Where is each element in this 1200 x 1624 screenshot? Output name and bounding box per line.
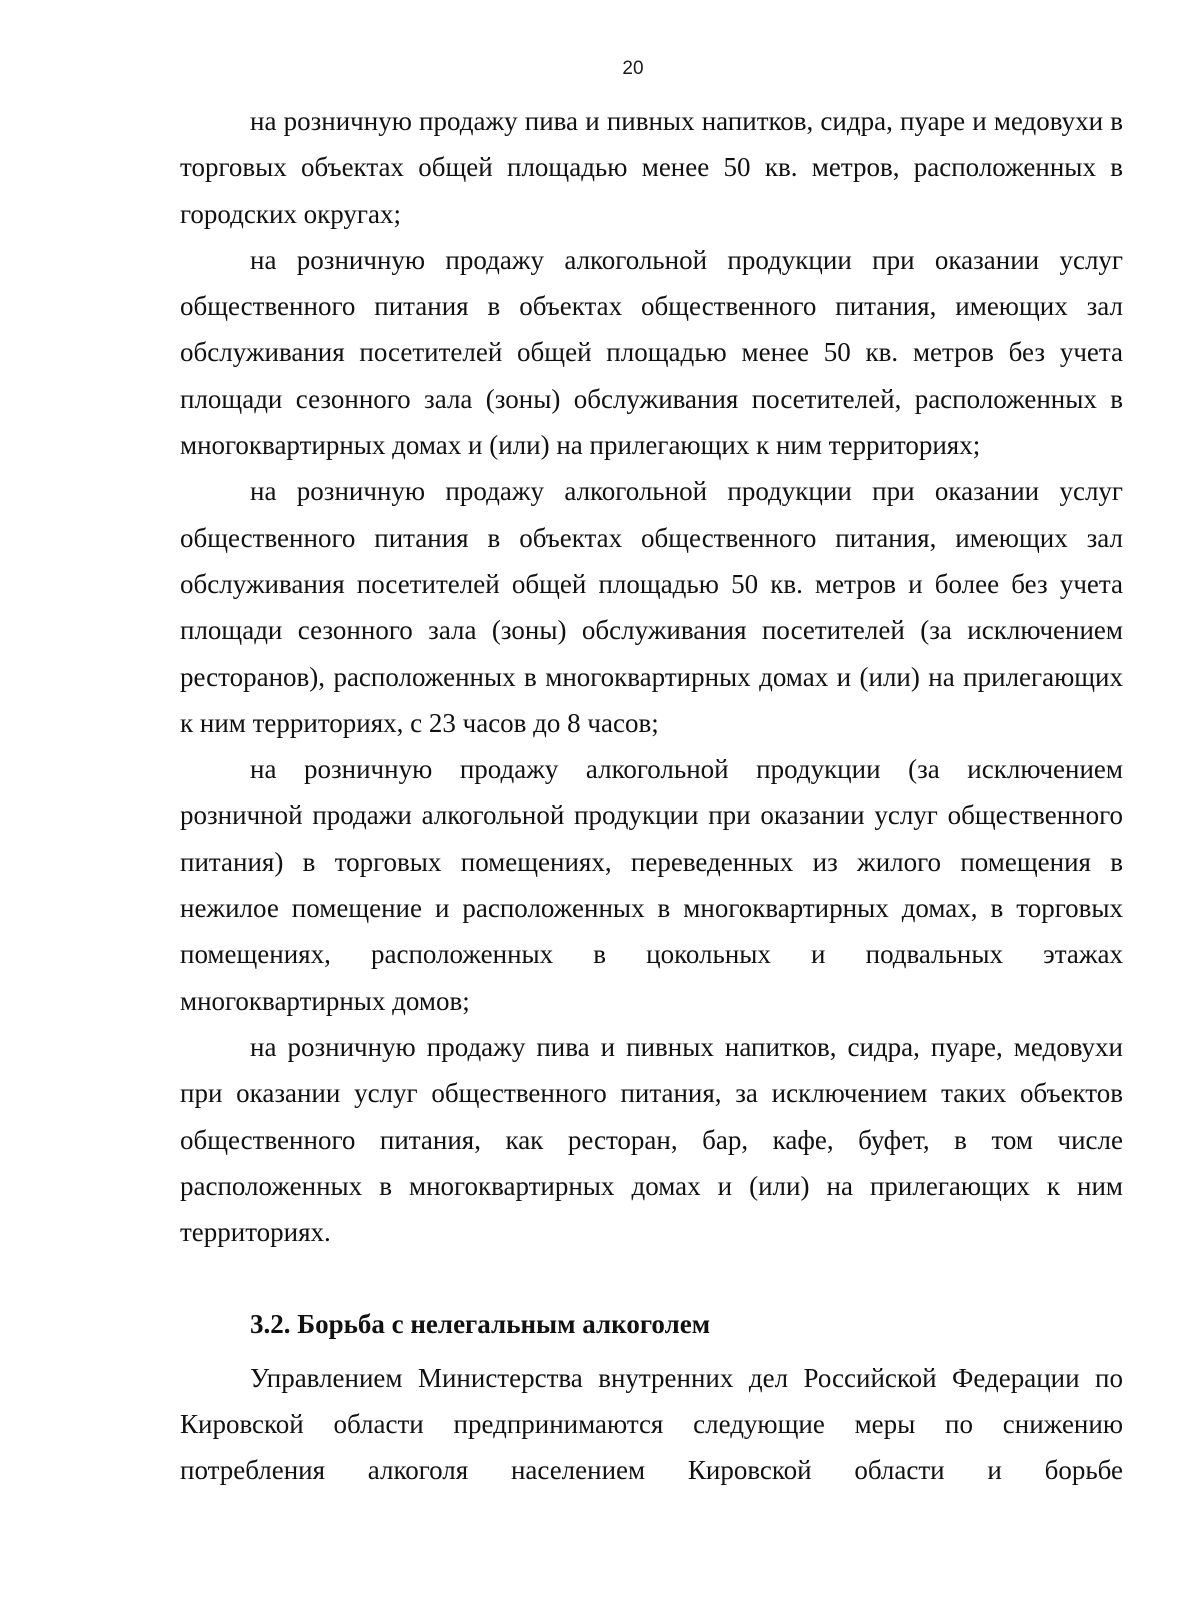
document-body [180, 98, 1123, 1494]
paragraph-3: на розничную продажу алкогольной продукции при оказании услуг общественного питания в объектах общественного питания, имеющих зал обслуживания посетителей общей площадью 50 кв. метров и более без учета площади сезонного зала (зоны) обслуживания посетителей (за исключением ресторанов), расположенных в многоквартирных домах и (или) на прилегающих к ним территориях, с 23 часов до 8 часов; [180, 476, 1123, 738]
paragraph-4: на розничную продажу алкогольной продукции (за исключением розничной продажи алкогольной продукции при оказании услуг общественного питания) в торговых помещениях, переведенных из жилого помещения в нежилое помещение и расположенных в многоквартирных домах, в торговых помещениях, расположенных в цокольных и подвальных этажах многоквартирных домов; [180, 754, 1123, 1016]
section-paragraph: Управлением Министерства внутренних дел Российской Федерации по Кировской области предпринимаются следующие меры по снижению потребления алкоголя населением Кировской области и борьбе [180, 1362, 1123, 1486]
paragraph-2: на розничную продажу алкогольной продукции при оказании услуг общественного питания в объектах общественного питания, имеющих зал обслуживания посетителей общей площадью менее 50 кв. метров без учета площади сезонного зала (зоны) обслуживания посетителей, расположенных в многоквартирных домах и (или) на прилегающих к ним территориях; [180, 244, 1123, 461]
paragraph-1: на розничную продажу пива и пивных напитков, сидра, пуаре и медовухи в торговых объектах общей площадью менее 50 кв. метров, расположенных в городских округах; [180, 106, 1123, 229]
paragraph-5: на розничную продажу пива и пивных напитков, сидра, пуаре, медовухи при оказании услуг общественного питания, за исключением таких объектов общественного питания, как ресторан, бар, кафе, буфет, в том числе расположенных в многоквартирных домах и (или) на прилегающих к ним территориях. [180, 1031, 1123, 1248]
section-heading: 3.2. Борьба с нелегальным алкоголем [250, 1309, 711, 1340]
page-number: 20 [622, 58, 644, 79]
